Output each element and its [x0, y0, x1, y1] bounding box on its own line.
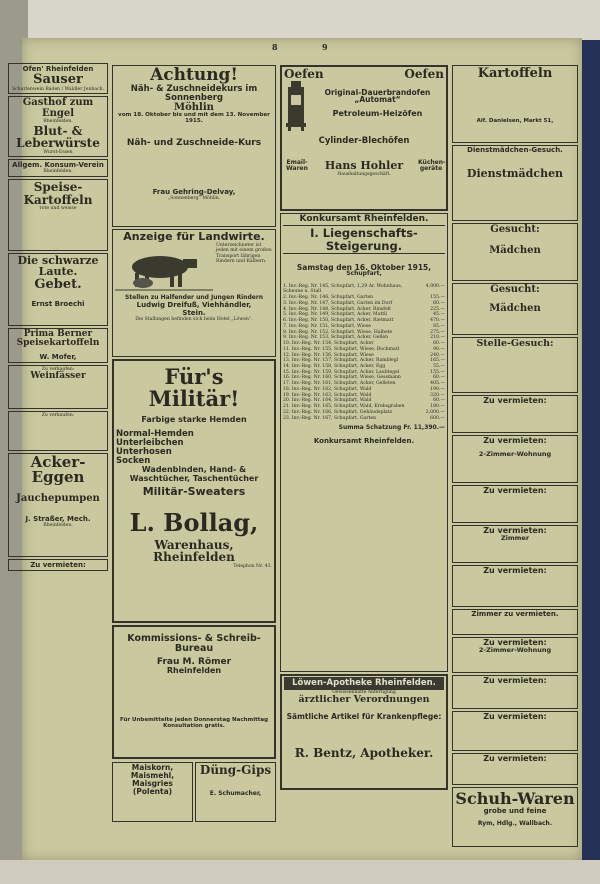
lot-value: 85.—	[433, 323, 445, 329]
lot-description: 4. Inv.-Reg. Nr. 148, Schupfart, Acker, Rinsfelt	[283, 306, 391, 312]
ad-subheadline: Näh- & Zuschneidekurs im Sonnenberg	[130, 83, 258, 103]
ad-headline: Zu vermieten:	[483, 486, 547, 495]
ad-text: Stellen zu Halfender und Jungen Rindern	[124, 293, 264, 301]
ad-product: Petroleum-Heizöfen	[332, 109, 423, 119]
lot-value: 60.—	[433, 341, 445, 347]
ad-headline: Anzeige für Landwirte.	[123, 230, 265, 243]
ad-headline: Zu vermieten:	[483, 676, 547, 685]
ad-name: Alf. Danielsen, Markt 51,	[476, 117, 554, 124]
ad-item: Unterhosen	[116, 447, 172, 458]
ad-product: Cylinder-Blechöfen	[318, 135, 410, 146]
ad-product: „Automat“	[354, 95, 401, 105]
ad-place: Stein.	[182, 308, 206, 317]
ad-headline: Oefen	[284, 67, 324, 81]
ad-footer: Die Stallungen befinden sich beim Hotel „Löwen“.	[135, 316, 253, 322]
ad-name: Frau M. Römer	[156, 656, 232, 667]
ad-item: Zimmer	[500, 534, 530, 543]
ad-text: Zu verkaufen:	[41, 366, 75, 372]
ad-place: Rheinfelden	[166, 666, 222, 676]
ad-text: rote und weisse	[39, 206, 77, 212]
middle-left-column	[112, 64, 276, 852]
ad-text: Rheinfelden.	[43, 119, 73, 125]
lot-value: 600.—	[430, 415, 445, 421]
lot-value: 275.—	[430, 329, 445, 335]
ad-item: Farbige starke Hemden	[141, 415, 247, 425]
lot-value: 60.—	[433, 375, 445, 381]
lot-value: 320.—	[430, 392, 445, 398]
lot-description: 1. Inv.-Reg. Nr. 145, Schupfart, 1,29 Ar. Wohnhaus, Scheune u. Stall	[283, 283, 403, 295]
lot-description: 3. Inv.-Reg. Nr. 147, Schupfart, Garten im Dorf	[283, 300, 393, 306]
ad-headline: Kartoffeln	[477, 66, 553, 81]
lot-value: 45.—	[433, 312, 445, 318]
lot-description: 15. Inv.-Reg. Nr. 159, Schupfart, Acker, Laubtegel	[283, 369, 400, 375]
lot-value: 240.—	[430, 352, 445, 358]
lot-value: 225.—	[430, 306, 445, 312]
ad-name: W. Mofer,	[39, 352, 77, 361]
ad-store: Warenhaus, Rheinfelden	[153, 537, 235, 565]
ad-headline: Mädchen	[489, 244, 541, 256]
ad-name: Ernst Broechi	[31, 299, 85, 308]
ad-headline: Zu vermieten:	[30, 560, 86, 569]
ad-text: Rheinfelden.	[43, 522, 73, 528]
ad-item: 2-Zimmer-Wohnung	[478, 450, 552, 459]
ad-headline: Stelle-Gesuch:	[476, 338, 554, 349]
lot-value: 55.—	[433, 364, 445, 370]
ad-headline: Düng-Gips	[199, 763, 272, 777]
ad-headline: Prima Berner Speisekartoffeln	[16, 328, 100, 349]
lot-value: 470.—	[430, 318, 445, 324]
lot-value: 210.—	[430, 335, 445, 341]
ad-headline: Allgem. Konsum-Verein	[12, 161, 104, 170]
notice-authority: Konkursamt Rheinfelden.	[313, 436, 415, 445]
ad-headline: Dienstmädchen	[466, 167, 564, 181]
lot-value: 2,000.—	[425, 409, 445, 415]
lot-row	[283, 416, 445, 422]
ad-contact: Frau Gehring-Delvay,	[152, 188, 236, 197]
lot-description: 11. Inv.-Reg. Nr. 155, Schupfart, Wiese, Buchmatt	[283, 346, 400, 352]
ad-name: E. Schumacher,	[209, 789, 262, 797]
lot-value: 190.—	[430, 386, 445, 392]
ad-course: Näh- und Zuschneide-Kurs	[126, 137, 262, 148]
ad-headline: Maiskorn, Maismehl,	[130, 763, 175, 780]
lot-description: 8. Inv.-Reg. Nr. 152, Schupfart, Wiese, Halbete	[283, 329, 393, 335]
ad-headline: Zu vermieten:	[483, 754, 547, 763]
ad-text: Wurst-Essen	[43, 149, 73, 155]
lot-description: 5. Inv.-Reg. Nr. 149, Schupfart, Acker, Mattli	[283, 312, 388, 318]
table-surface	[0, 860, 600, 884]
lot-description: 14. Inv.-Reg. Nr. 158, Schupfart, Acker, Egg	[283, 364, 386, 370]
page-number: 8	[272, 42, 278, 52]
ad-headline: Zimmer zu vermieten.	[471, 610, 559, 618]
ad-headline: Zu vermieten:	[483, 526, 547, 535]
lot-description: 6. Inv.-Reg. Nr. 150, Schupfart, Acker, Rietmatt	[283, 318, 394, 324]
stove-illustration	[284, 81, 308, 131]
notice-total: Summa Schatzung Fr. 11,390.—	[338, 424, 445, 432]
ad-product: Original-Dauerbrandofen	[324, 87, 431, 97]
ad-title: Ofen' Rheinfelden	[22, 65, 94, 73]
lot-description: 17. Inv.-Reg. Nr. 161, Schupfart, Acker, Gelleten	[283, 381, 396, 387]
ad-headline: Zu vermieten:	[483, 436, 547, 445]
ad-phone: Telephon Nr. 43.	[233, 563, 272, 569]
lot-description: 13. Inv.-Reg. Nr. 157, Schupfart, Acker, Ramblegl	[283, 358, 399, 364]
ad-headline: Für's Militär!	[148, 364, 240, 412]
middle-right-column	[280, 64, 448, 852]
ad-headline: Dienstmädchen-Gesuch.	[467, 146, 563, 154]
lot-description: 12. Inv.-Reg. Nr. 156, Schupfart, Wiese	[283, 352, 374, 358]
notice-date: Samstag den 16. Oktober 1915,	[296, 262, 432, 272]
ad-headline: Zu vermieten:	[483, 712, 547, 721]
ad-item: Socken	[116, 456, 151, 467]
ad-text: Schurlenwein Baden / Waldler Jenbach.	[11, 86, 105, 92]
ad-item: Unterleibchen	[116, 438, 184, 449]
ad-headline: Acker-Eggen	[30, 452, 86, 487]
ad-brand: L. Bollag,	[129, 507, 259, 537]
ad-text: Gewissenhafte Anfertigung	[332, 689, 396, 695]
notice-headline: I. Liegenschafts-Steigerung.	[310, 226, 418, 253]
left-ads-column	[8, 62, 108, 852]
ad-footer: Für Unbemittelte jeden Donnerstag Nachmittag Konsultation gratis.	[119, 716, 269, 729]
ad-headline: Mädchen	[489, 302, 541, 314]
ad-dates: vom 18. Oktober bis und mit dem 13. November 1915.	[118, 112, 270, 125]
lot-description: 20. Inv.-Reg. Nr. 164, Schupfart, Wald	[283, 398, 372, 404]
ad-name: J. Straßer, Mech.	[25, 514, 91, 523]
ad-footer: Haushaltungsgeschäft.	[337, 172, 391, 178]
lot-value: 155.—	[430, 295, 445, 301]
ad-text: Zu verkaufen:	[41, 412, 75, 418]
ad-text: Sämtliche Artikel für Krankenpflege:	[286, 712, 442, 722]
ad-contact-sub: „Sonnenberg“ Möhlin.	[167, 196, 221, 202]
ad-headline: Jauchepumpen	[16, 493, 100, 505]
ad-headline: Schuh-Waren	[455, 789, 575, 808]
ad-headline: Sauser	[33, 72, 83, 88]
lot-description: 22. Inv.-Reg. Nr. 166, Schupfart, Gebäudeplatz	[283, 409, 393, 415]
right-column	[452, 64, 578, 852]
ad-headline: Zu vermieten:	[483, 396, 547, 405]
lot-list	[283, 284, 445, 422]
ad-name: R. Bentz, Apotheker.	[294, 746, 434, 761]
ad-item: 2-Zimmer-Wohnung	[478, 646, 552, 655]
ad-headline: Maisgries (Polenta)	[132, 778, 173, 796]
ad-headline: Gasthof zum Engel	[22, 97, 94, 119]
ad-name: Hans Hohler	[324, 159, 404, 173]
ad-headline: Weinfässer	[30, 371, 86, 382]
ad-text: grobe und feine	[483, 806, 547, 815]
lot-description: 10. Inv.-Reg. Nr. 154, Schupfart, Acker	[283, 341, 374, 347]
ad-headline: Die schwarze Laute.	[17, 253, 99, 279]
lot-description: 7. Inv.-Reg. Nr. 151, Schupfart, Wiese	[283, 323, 371, 329]
lot-value: 60.—	[433, 300, 445, 306]
notice-place: Schupfart,	[346, 270, 382, 278]
ad-name: Rym, Hdlg., Wallbach.	[477, 820, 553, 828]
lot-value: 165.—	[430, 358, 445, 364]
ad-text: Rheinfelden.	[43, 169, 73, 175]
ad-item: Email-Waren	[286, 158, 308, 172]
lot-value: 4,900.—	[425, 283, 445, 289]
ad-headline: Zu vermieten:	[483, 638, 547, 647]
ad-headline: Löwen-Apotheke Rheinfelden.	[284, 677, 444, 690]
notice-authority: Konkursamt Rheinfelden.	[299, 214, 429, 224]
page-number: 9	[322, 42, 328, 52]
ad-item: Küchen-geräte	[418, 158, 446, 172]
cattle-illustration	[115, 243, 213, 295]
lot-description: 9. Inv.-Reg. Nr. 153, Schupfart, Acker, Gellen	[283, 335, 389, 341]
ad-headline: Gesucht:	[490, 224, 540, 235]
lot-description: 2. Inv.-Reg. Nr. 146, Schupfart, Garten	[283, 295, 374, 301]
lot-value: 90.—	[433, 346, 445, 352]
newspaper-page	[11, 38, 582, 860]
ad-headline: Blut- & Leberwürste	[16, 123, 100, 151]
ad-place: Möhlin	[174, 101, 214, 113]
lot-description: 16. Inv.-Reg. Nr. 160, Schupfart, Wiese, Gessmann	[283, 375, 401, 381]
ad-headline: Oefen	[404, 67, 444, 81]
ad-item: Normal-Hemden	[116, 429, 194, 440]
lot-description: 21. Inv.-Reg. Nr. 165, Schupfart, Wald, Krebsgraben	[283, 404, 405, 410]
lot-row	[283, 284, 445, 295]
lot-description: 23. Inv.-Reg. Nr. 167, Schupfart, Garten	[283, 415, 377, 421]
ad-item: Wadenbinden, Hand- & Waschtücher, Taschentücher	[129, 465, 259, 483]
ad-name: Ludwig Dreifuß, Viehhändler,	[136, 300, 252, 309]
ad-headline: Kommissions- & Schreib-Bureau	[127, 633, 261, 654]
lot-description: 18. Inv.-Reg. Nr. 162, Schupfart, Wald	[283, 386, 372, 392]
lot-description: 19. Inv.-Reg. Nr. 163, Schupfart, Wald	[283, 392, 372, 398]
ad-headline: Gebet.	[34, 277, 82, 293]
lot-value: 60.—	[433, 398, 445, 404]
ad-headline: Achtung!	[150, 65, 238, 85]
lot-value: 180.—	[430, 404, 445, 410]
ad-headline: Gesucht:	[490, 284, 540, 295]
ad-text: Unterzeichneter ist jeden mit einem großen Transport Iährigen Rindern und Kälbern.	[216, 242, 272, 265]
ad-text: ärztlicher Verordnungen	[298, 694, 430, 706]
ad-headline: Zu vermieten:	[483, 566, 547, 575]
lot-value: 405.—	[430, 381, 445, 387]
ad-headline: Speise-Kartoffeln	[23, 179, 93, 207]
lot-value: 155.—	[430, 369, 445, 375]
ad-item: Militär-Sweaters	[142, 484, 246, 498]
